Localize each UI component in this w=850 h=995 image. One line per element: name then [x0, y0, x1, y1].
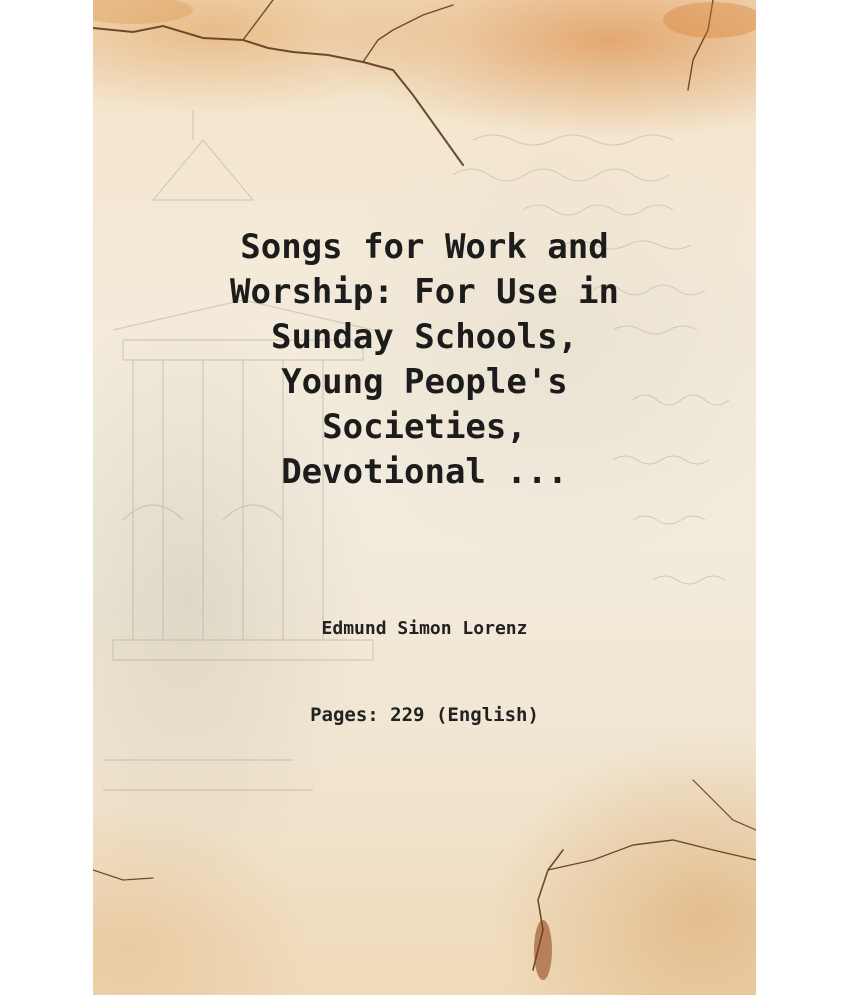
book-author: Edmund Simon Lorenz: [321, 618, 528, 639]
book-cover: [93, 0, 756, 995]
parchment-texture: [93, 0, 756, 995]
book-title: Songs for Work and Worship: For Use in Sunday Schools, Young People's Societies, Devotional ...: [230, 227, 619, 492]
page-count: Pages: 229 (English): [310, 704, 539, 726]
